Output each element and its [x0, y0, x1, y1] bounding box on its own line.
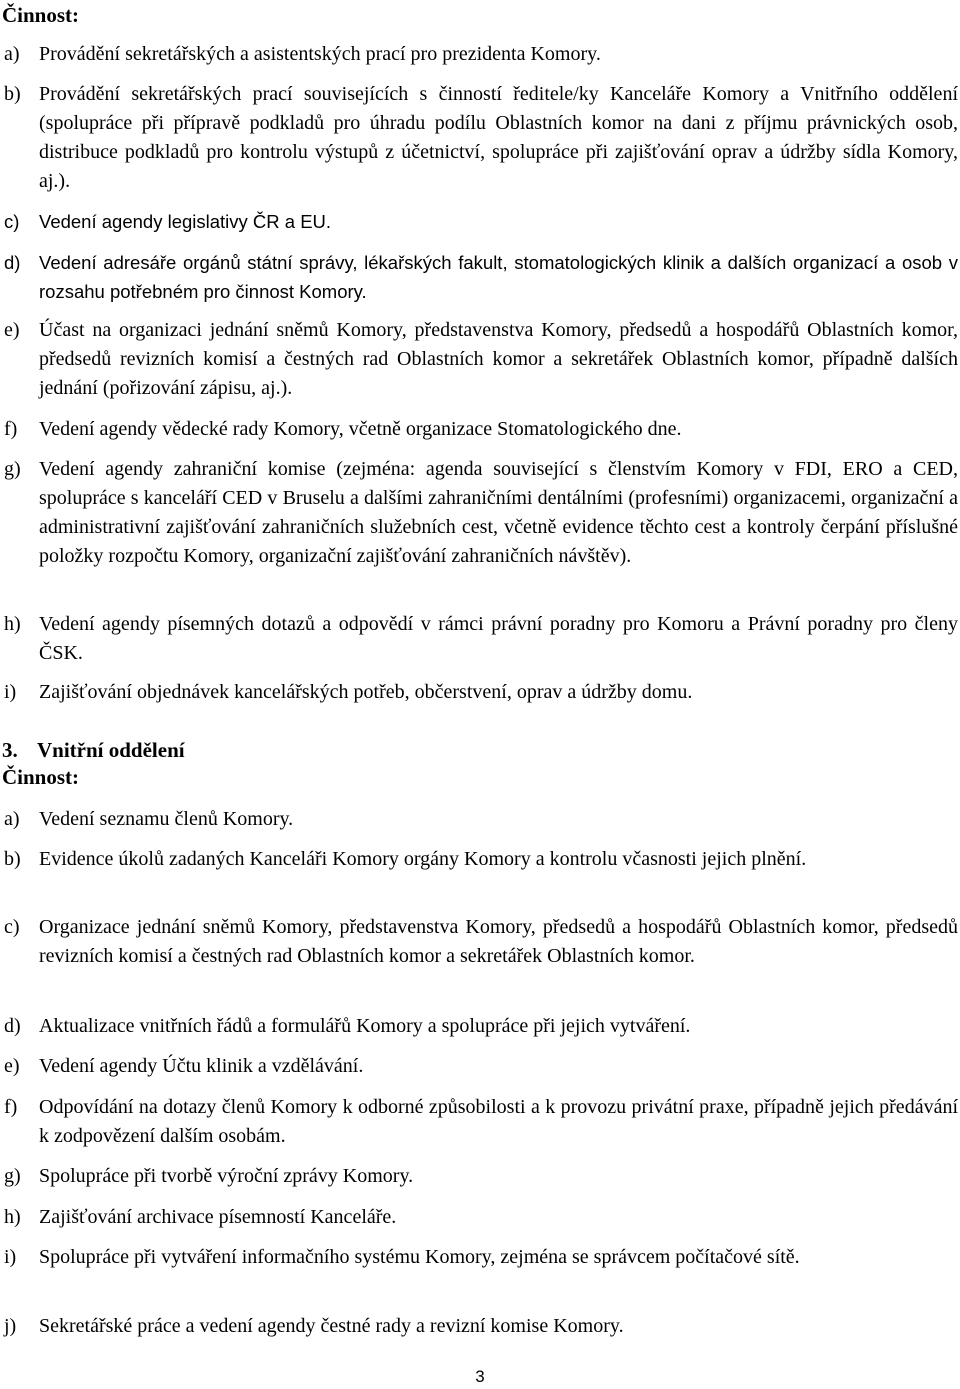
list-marker: c): [4, 211, 20, 232]
section-title-text: Vnitřní oddělení: [37, 738, 185, 762]
list-item: [4, 1052, 958, 1081]
list-item-text: Odpovídání na dotazy členů Komory k odborné způsobilosti a k provozu privátní praxe, případně jejich předávání k zodpovězení dalším osobám.: [39, 1096, 958, 1147]
list-marker: j): [4, 1315, 17, 1337]
list-marker: f): [4, 418, 18, 440]
activity-heading: Činnost:: [2, 765, 80, 789]
list-item-text: Evidence úkolů zadaných Kanceláři Komory orgány Komory a kontrolu včasnosti jejich plnění.: [39, 848, 807, 870]
list-item: [4, 316, 958, 403]
list-item: [4, 1012, 958, 1041]
list-item-text: Vedení agendy vědecké rady Komory, včetně organizace Stomatologického dne.: [39, 418, 682, 440]
list-item-text: Vedení agendy písemných dotazů a odpovědí v rámci právní poradny pro Komoru a Právní poradny pro členy ČSK.: [39, 613, 958, 664]
list-marker: d): [4, 1015, 21, 1037]
list-marker: i): [4, 1246, 17, 1268]
list-item: [4, 248, 958, 306]
list-marker: d): [4, 252, 21, 273]
list-item-text: Vedení agendy zahraniční komise (zejména: agenda související s členstvím Komory v FDI, ERO a CED, spolupráce s kanceláří CED v Bruselu a dalšími zahraničními dentálními (profesními) organizacemi, organizační a administrativní zajišťování zahraničních služebních cest, včetně evidence těchto cest a kontroly čerpání příslušné položky rozpočtu Komory, organizační zajišťování zahraničních návštěv).: [39, 458, 958, 567]
list-item: [4, 80, 958, 196]
list-item: [4, 455, 958, 571]
list-item: [4, 1312, 958, 1341]
list-item: [4, 678, 958, 707]
list-item-text: Zajišťování archivace písemností Kanceláře.: [39, 1206, 397, 1228]
list-marker: h): [4, 1206, 21, 1228]
list-item-text: Spolupráce při vytváření informačního systému Komory, zejména se správcem počítačové sítě.: [39, 1246, 800, 1268]
list-item-text: Sekretářské práce a vedení agendy čestné rady a revizní komise Komory.: [39, 1315, 624, 1337]
list-item: [4, 40, 958, 69]
list-marker: b): [4, 848, 21, 870]
list-marker: e): [4, 319, 20, 341]
section-title: [2, 738, 185, 762]
list-item-text: Spolupráce při tvorbě výroční zprávy Komory.: [39, 1165, 414, 1187]
list-item: [4, 1203, 958, 1232]
list-item-text: Organizace jednání sněmů Komory, představenstva Komory, předsedů a hospodářů Oblastních komor, předsedů revizních komisí a čestných rad Oblastních komor a sekretářek Oblastních komor.: [39, 916, 958, 967]
list-item: [4, 1093, 958, 1151]
list-marker: h): [4, 613, 21, 635]
activity-heading: Činnost:: [2, 3, 80, 27]
list-item-text: Aktualizace vnitřních řádů a formulářů Komory a spolupráce při jejich vytváření.: [39, 1015, 691, 1037]
list-item: [4, 805, 958, 834]
list-item-text: Vedení seznamu členů Komory.: [39, 808, 294, 830]
list-item: [4, 207, 958, 236]
list-item-text: Vedení adresáře orgánů státní správy, lékařských fakult, stomatologických klinik a dalších organizací a osob v rozsahu potřebném pro činnost Komory.: [39, 252, 958, 302]
section-number: 3.: [2, 738, 18, 762]
list-item-text: Provádění sekretářských a asistentských prací pro prezidenta Komory.: [39, 43, 601, 65]
list-marker: b): [4, 83, 21, 105]
page-number: 3: [475, 1367, 485, 1386]
list-marker: g): [4, 458, 21, 480]
list-marker: i): [4, 681, 17, 703]
list-item: [4, 610, 958, 668]
list-item-text: Vedení agendy Účtu klinik a vzdělávání.: [39, 1055, 364, 1077]
list-item: [4, 913, 958, 971]
list-marker: g): [4, 1165, 21, 1187]
list-item: [4, 845, 958, 874]
list-item-text: Účast na organizaci jednání sněmů Komory, představenstva Komory, předsedů a hospodářů Oblastních komor, předsedů revizních komisí a čestných rad Oblastních komor a sekretářek Oblastních komor, případně dalších jednání (pořizování zápisu, aj.).: [39, 319, 958, 399]
list-marker: a): [4, 43, 20, 65]
list-marker: f): [4, 1096, 18, 1118]
list-marker: c): [4, 916, 20, 938]
list-marker: e): [4, 1055, 20, 1077]
list-item-text: Zajišťování objednávek kancelářských potřeb, občerstvení, oprav a údržby domu.: [39, 681, 693, 703]
list-item: [4, 1243, 958, 1272]
list-item: [4, 1162, 958, 1191]
list-item: [4, 415, 958, 444]
list-marker: a): [4, 808, 20, 830]
list-item-text: Provádění sekretářských prací souvisejících s činností ředitele/ky Kanceláře Komory a Vnitřního oddělení (spolupráce při přípravě podkladů pro úhradu podílu Oblastních komor na dani z příjmu právnických osob, distribuce podkladů pro kontrolu výstupů z účetnictví, spolupráce při zajišťování oprav a údržby sídla Komory, aj.).: [39, 83, 958, 192]
list-item-text: Vedení agendy legislativy ČR a EU.: [39, 211, 332, 232]
